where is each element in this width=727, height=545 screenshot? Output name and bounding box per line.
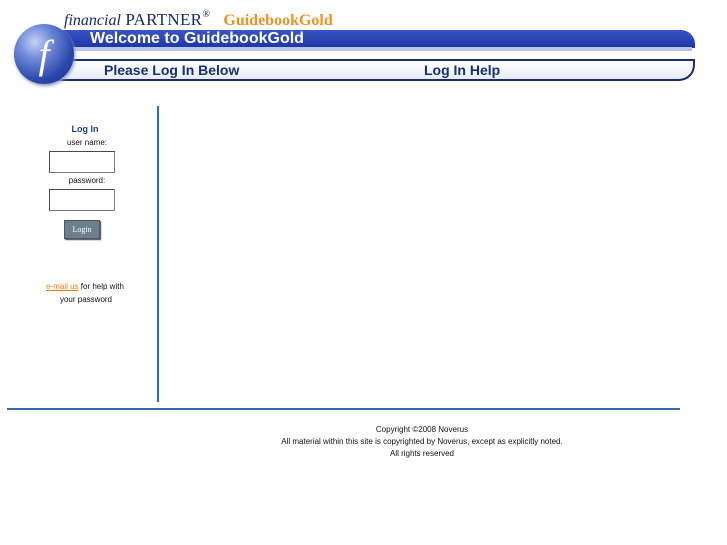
help-text (0, 282, 170, 291)
brand-guidebookgold: GuidebookGold (223, 12, 333, 29)
login-title: Log In (71, 124, 99, 134)
username-input[interactable] (49, 151, 115, 173)
password-input[interactable] (49, 189, 115, 211)
footer-divider (7, 408, 680, 410)
login-heading: Please Log In Below (104, 62, 240, 78)
login-help-link[interactable]: Log In Help (424, 62, 501, 78)
copyright-text: Copyright ©2008 Noverus (375, 425, 469, 434)
password-label: password: (68, 176, 106, 185)
rights-reserved: All rights reserved (389, 449, 455, 458)
brand-wordmark (64, 10, 333, 30)
logo-letter: f (38, 31, 50, 77)
sidebar-divider (157, 106, 159, 402)
banner-divider (58, 47, 692, 51)
welcome-title: Welcome to GuidebookGold (90, 30, 304, 47)
email-us-link[interactable]: e-mail us (46, 282, 79, 291)
footer (170, 424, 674, 460)
help-text-line2: your password (59, 295, 113, 304)
brand-partner: PARTNER (125, 10, 203, 29)
copyright-notice: All material within this site is copyrighted by Noverus, except as explicitly noted. (281, 437, 563, 446)
username-label: user name: (66, 138, 108, 147)
help-text-rest: for help with (78, 282, 124, 291)
registered-mark: ® (202, 9, 210, 20)
brand-financial: financial (64, 12, 121, 29)
login-button[interactable]: Login (64, 220, 100, 239)
